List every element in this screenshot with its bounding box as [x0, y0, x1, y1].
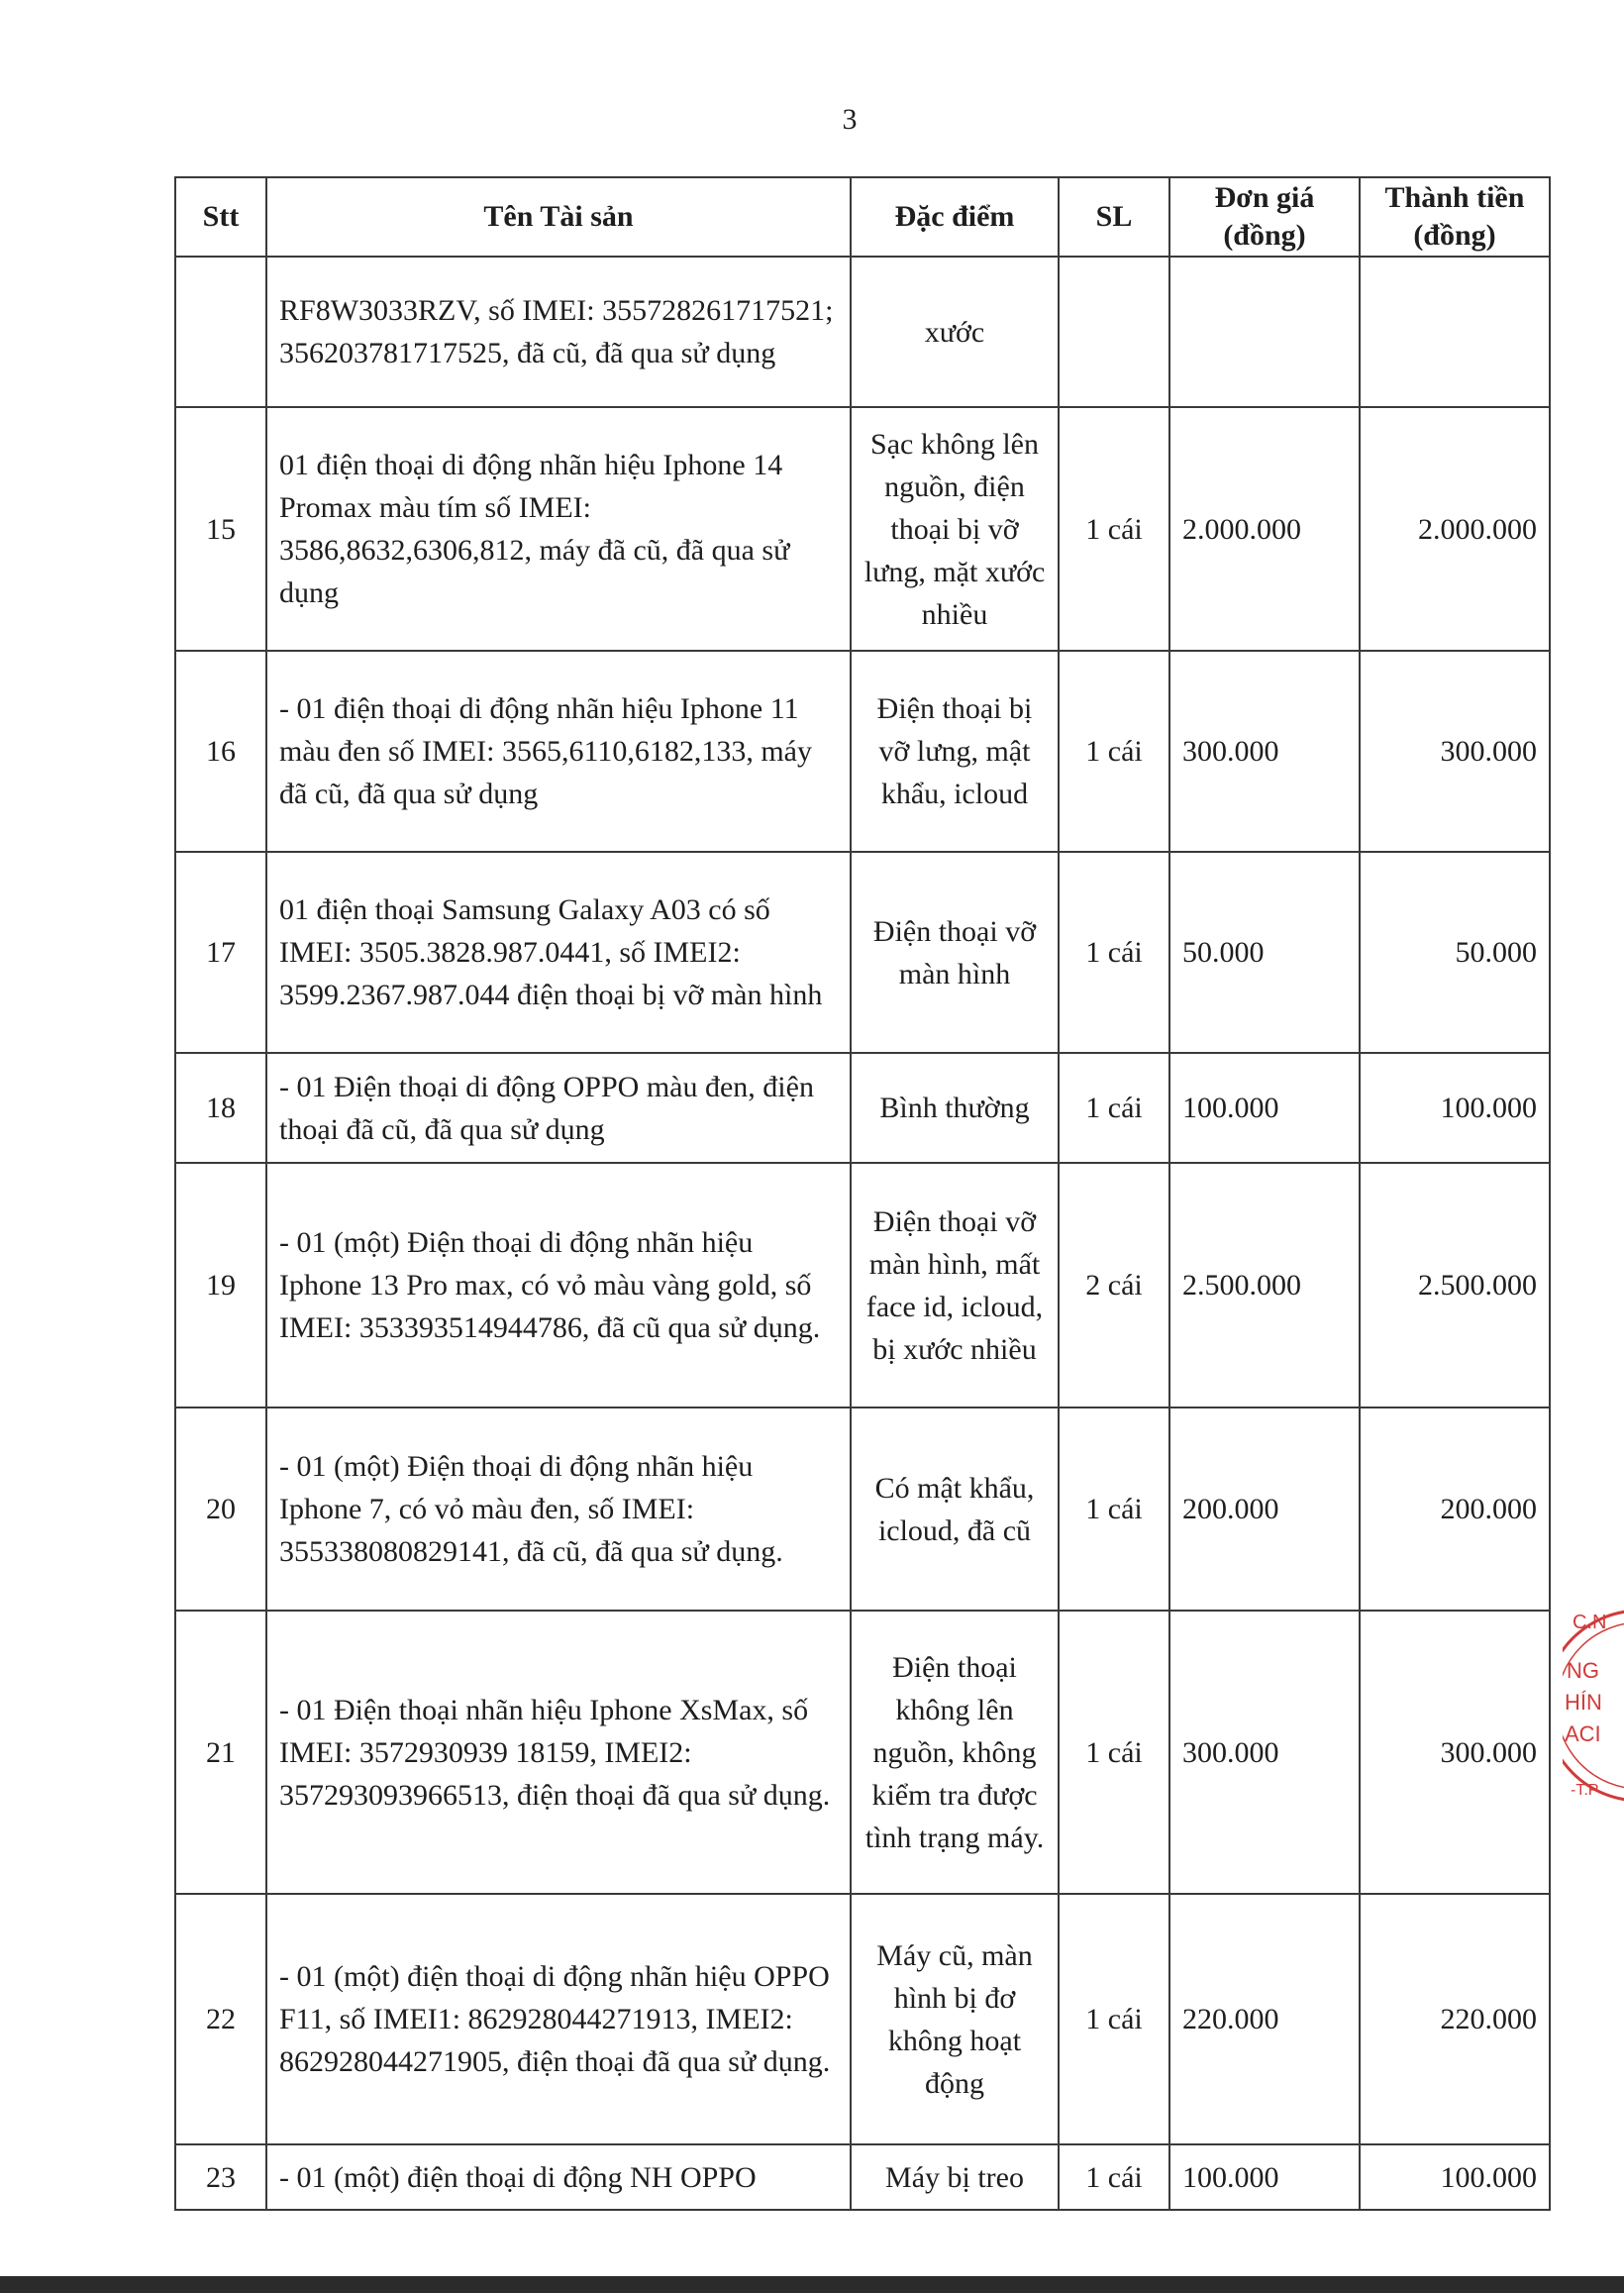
cell-unit-price: 200.000: [1169, 1407, 1360, 1611]
header-unit-price: Đơn giá (đồng): [1169, 177, 1360, 257]
cell-quantity: 1 cái: [1059, 2144, 1169, 2210]
header-quantity: SL: [1059, 177, 1169, 257]
cell-features: xước: [851, 257, 1059, 407]
cell-features: Điện thoại vỡ màn hình, mất face id, icloud, bị xước nhiều: [851, 1163, 1059, 1407]
table-row: [175, 1407, 1550, 1611]
table-row: [175, 1611, 1550, 1894]
cell-stt: 15: [175, 407, 266, 651]
cell-stt: 17: [175, 852, 266, 1053]
cell-features: Điện thoại bị vỡ lưng, mật khẩu, icloud: [851, 651, 1059, 852]
cell-unit-price: 300.000: [1169, 1611, 1360, 1894]
cell-total: 2.500.000: [1360, 1163, 1550, 1407]
cell-stt: 21: [175, 1611, 266, 1894]
cell-asset-name: - 01 Điện thoại nhãn hiệu Iphone XsMax, số IMEI: 3572930939 18159, IMEI2: 357293093966513, điện thoại đã qua sử dụng.: [266, 1611, 851, 1894]
cell-asset-name: - 01 (một) điện thoại di động nhãn hiệu OPPO F11, số IMEI1: 862928044271913, IMEI2: 862928044271905, điện thoại đã qua sử dụng.: [266, 1894, 851, 2144]
table-row: [175, 2144, 1550, 2210]
cell-asset-name: - 01 điện thoại di động nhãn hiệu Iphone 11 màu đen số IMEI: 3565,6110,6182,133, máy đã cũ, đã qua sử dụng: [266, 651, 851, 852]
cell-unit-price: 300.000: [1169, 651, 1360, 852]
cell-stt: 18: [175, 1053, 266, 1163]
cell-stt: 22: [175, 1894, 266, 2144]
cell-total: 50.000: [1360, 852, 1550, 1053]
cell-total: 300.000: [1360, 651, 1550, 852]
table-row: [175, 407, 1550, 651]
cell-unit-price: 2.500.000: [1169, 1163, 1360, 1407]
cell-asset-name: RF8W3033RZV, số IMEI: 355728261717521; 356203781717525, đã cũ, đã qua sử dụng: [266, 257, 851, 407]
page-number: 3: [842, 103, 858, 136]
cell-total: 220.000: [1360, 1894, 1550, 2144]
cell-asset-name: - 01 (một) điện thoại di động NH OPPO: [266, 2144, 851, 2210]
cell-unit-price: 50.000: [1169, 852, 1360, 1053]
cell-total: 300.000: [1360, 1611, 1550, 1894]
scan-edge-bar: [0, 2276, 1624, 2293]
seal-fragment: ACI: [1565, 1721, 1601, 1746]
table-header-row: [175, 177, 1550, 257]
cell-asset-name: 01 điện thoại di động nhãn hiệu Iphone 14 Promax màu tím số IMEI: 3586,8632,6306,812, máy đã cũ, đã qua sử dụng: [266, 407, 851, 651]
table-row: [175, 1163, 1550, 1407]
cell-total: 200.000: [1360, 1407, 1550, 1611]
cell-stt: 19: [175, 1163, 266, 1407]
cell-unit-price: 2.000.000: [1169, 407, 1360, 651]
cell-features: Máy cũ, màn hình bị đơ không hoạt động: [851, 1894, 1059, 2144]
table-row: [175, 651, 1550, 852]
cell-stt: [175, 257, 266, 407]
cell-unit-price: 100.000: [1169, 1053, 1360, 1163]
cell-quantity: 1 cái: [1059, 407, 1169, 651]
cell-quantity: [1059, 257, 1169, 407]
cell-quantity: 1 cái: [1059, 852, 1169, 1053]
seal-fragment: -T.P: [1571, 1782, 1599, 1799]
cell-total: 100.000: [1360, 1053, 1550, 1163]
header-stt: Stt: [175, 177, 266, 257]
cell-quantity: 1 cái: [1059, 651, 1169, 852]
cell-asset-name: 01 điện thoại Samsung Galaxy A03 có số IMEI: 3505.3828.987.0441, số IMEI2: 3599.2367.987.044 điện thoại bị vỡ màn hình: [266, 852, 851, 1053]
cell-asset-name: - 01 Điện thoại di động OPPO màu đen, điện thoại đã cũ, đã qua sử dụng: [266, 1053, 851, 1163]
cell-asset-name: - 01 (một) Điện thoại di động nhãn hiệu Iphone 7, có vỏ màu đen, số IMEI: 355338080829141, đã cũ, đã qua sử dụng.: [266, 1407, 851, 1611]
table-row-continuation: [175, 257, 1550, 407]
cell-features: Bình thường: [851, 1053, 1059, 1163]
header-total: Thành tiền (đồng): [1360, 177, 1550, 257]
header-features: Đặc điểm: [851, 177, 1059, 257]
table-row: [175, 1894, 1550, 2144]
asset-table: [174, 176, 1551, 2211]
cell-stt: 16: [175, 651, 266, 852]
table-row: [175, 852, 1550, 1053]
red-seal-stamp: [1563, 1597, 1624, 1854]
cell-asset-name: - 01 (một) Điện thoại di động nhãn hiệu Iphone 13 Pro max, có vỏ màu vàng gold, số IMEI: 353393514944786, đã cũ qua sử dụng.: [266, 1163, 851, 1407]
cell-unit-price: [1169, 257, 1360, 407]
cell-stt: 20: [175, 1407, 266, 1611]
cell-features: Điện thoại không lên nguồn, không kiểm tra được tình trạng máy.: [851, 1611, 1059, 1894]
cell-stt: 23: [175, 2144, 266, 2210]
cell-unit-price: 220.000: [1169, 1894, 1360, 2144]
cell-total: 100.000: [1360, 2144, 1550, 2210]
cell-quantity: 1 cái: [1059, 1611, 1169, 1894]
cell-quantity: 1 cái: [1059, 1053, 1169, 1163]
cell-unit-price: 100.000: [1169, 2144, 1360, 2210]
cell-total: 2.000.000: [1360, 407, 1550, 651]
seal-fragment: HÍN: [1565, 1690, 1602, 1715]
cell-quantity: 1 cái: [1059, 1407, 1169, 1611]
seal-fragment: NG: [1567, 1658, 1599, 1683]
header-asset-name: Tên Tài sản: [266, 177, 851, 257]
table-row: [175, 1053, 1550, 1163]
cell-features: Điện thoại vỡ màn hình: [851, 852, 1059, 1053]
cell-total: [1360, 257, 1550, 407]
cell-quantity: 2 cái: [1059, 1163, 1169, 1407]
seal-fragment: C.N: [1573, 1612, 1607, 1633]
cell-quantity: 1 cái: [1059, 1894, 1169, 2144]
cell-features: Máy bị treo: [851, 2144, 1059, 2210]
cell-features: Sạc không lên nguồn, điện thoại bị vỡ lưng, mặt xước nhiều: [851, 407, 1059, 651]
cell-features: Có mật khẩu, icloud, đã cũ: [851, 1407, 1059, 1611]
